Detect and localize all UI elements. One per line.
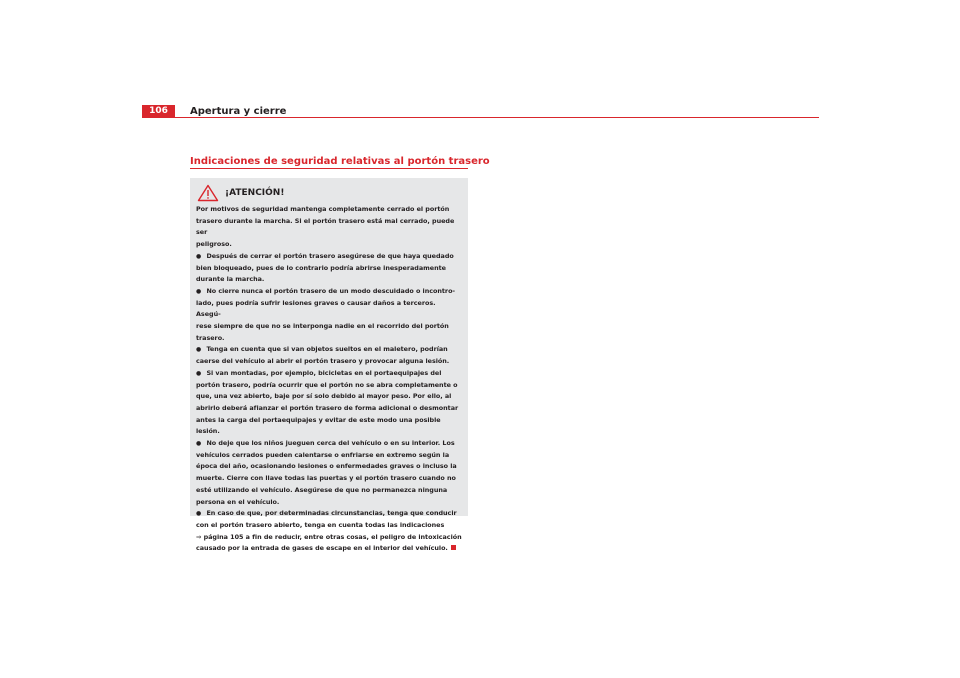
warning-triangle-icon [197, 184, 219, 202]
warning-bullet: ● No deje que los niños jueguen cerca del vehículo o en su interior. Los vehículos cerrados pueden calentarse o enfriarse en extremo según la época del año, ocasionando lesiones o enfermedades graves o incluso la muerte. Cierre con llave todas las puertas y el portón trasero cuando no esté utilizando el vehículo. Asegúrese de que no permanezca ninguna persona en el vehículo. [196, 438, 462, 508]
header-rule [142, 117, 819, 118]
warning-bullet: ● No cierre nunca el portón trasero de un modo descuidado o incontro- lado, pues podría sufrir lesiones graves o causar daños a terceros. Asegú- rese siempre de que no se interponga nadie en el recorrido del portón trasero. [196, 286, 462, 345]
warning-bullet: ● En caso de que, por determinadas circunstancias, tenga que conducir con el portón trasero abierto, tenga en cuenta todas las indicaciones ⇒ página 105 a fin de reducir, entre otras cosas, el peligro de intoxicación causado por la entrada de gases de escape en el interior del vehículo. [196, 508, 462, 555]
warning-bullet: ● Después de cerrar el portón trasero asegúrese de que haya quedado bien bloqueado, pues de lo contrario podría abrirse inesperadamente durante la marcha. [196, 251, 462, 286]
title-rule [190, 168, 468, 169]
end-square-icon [451, 545, 456, 550]
warning-heading: ¡ATENCIÓN! [225, 188, 285, 198]
page-number: 106 [142, 105, 175, 118]
arrow-icon: ⇒ [196, 532, 202, 541]
warning-bullet: ● Tenga en cuenta que si van objetos sueltos en el maletero, podrían caerse del vehículo al abrir el portón trasero y provocar alguna lesión. [196, 344, 462, 367]
section-title: Indicaciones de seguridad relativas al portón trasero [190, 156, 490, 167]
warning-intro: Por motivos de seguridad mantenga completamente cerrado el portón trasero durante la marcha. Si el portón trasero está mal cerrado, puede ser peligroso. [196, 205, 455, 249]
warning-box [190, 178, 468, 553]
page-reference-link[interactable]: página 105 [203, 532, 244, 541]
warning-bullet: ● Si van montadas, por ejemplo, bicicletas en el portaequipajes del portón trasero, podría ocurrir que el portón no se abra completamente o que, una vez abierto, baje por sí solo debido al mayor peso. Por ello, al abrirlo deberá afianzar el portón trasero de forma adicional o desmontar antes la carga del portaequipajes y evitar de este modo una posible lesión. [196, 368, 462, 438]
warning-body [196, 204, 462, 555]
chapter-title: Apertura y cierre [190, 106, 287, 117]
